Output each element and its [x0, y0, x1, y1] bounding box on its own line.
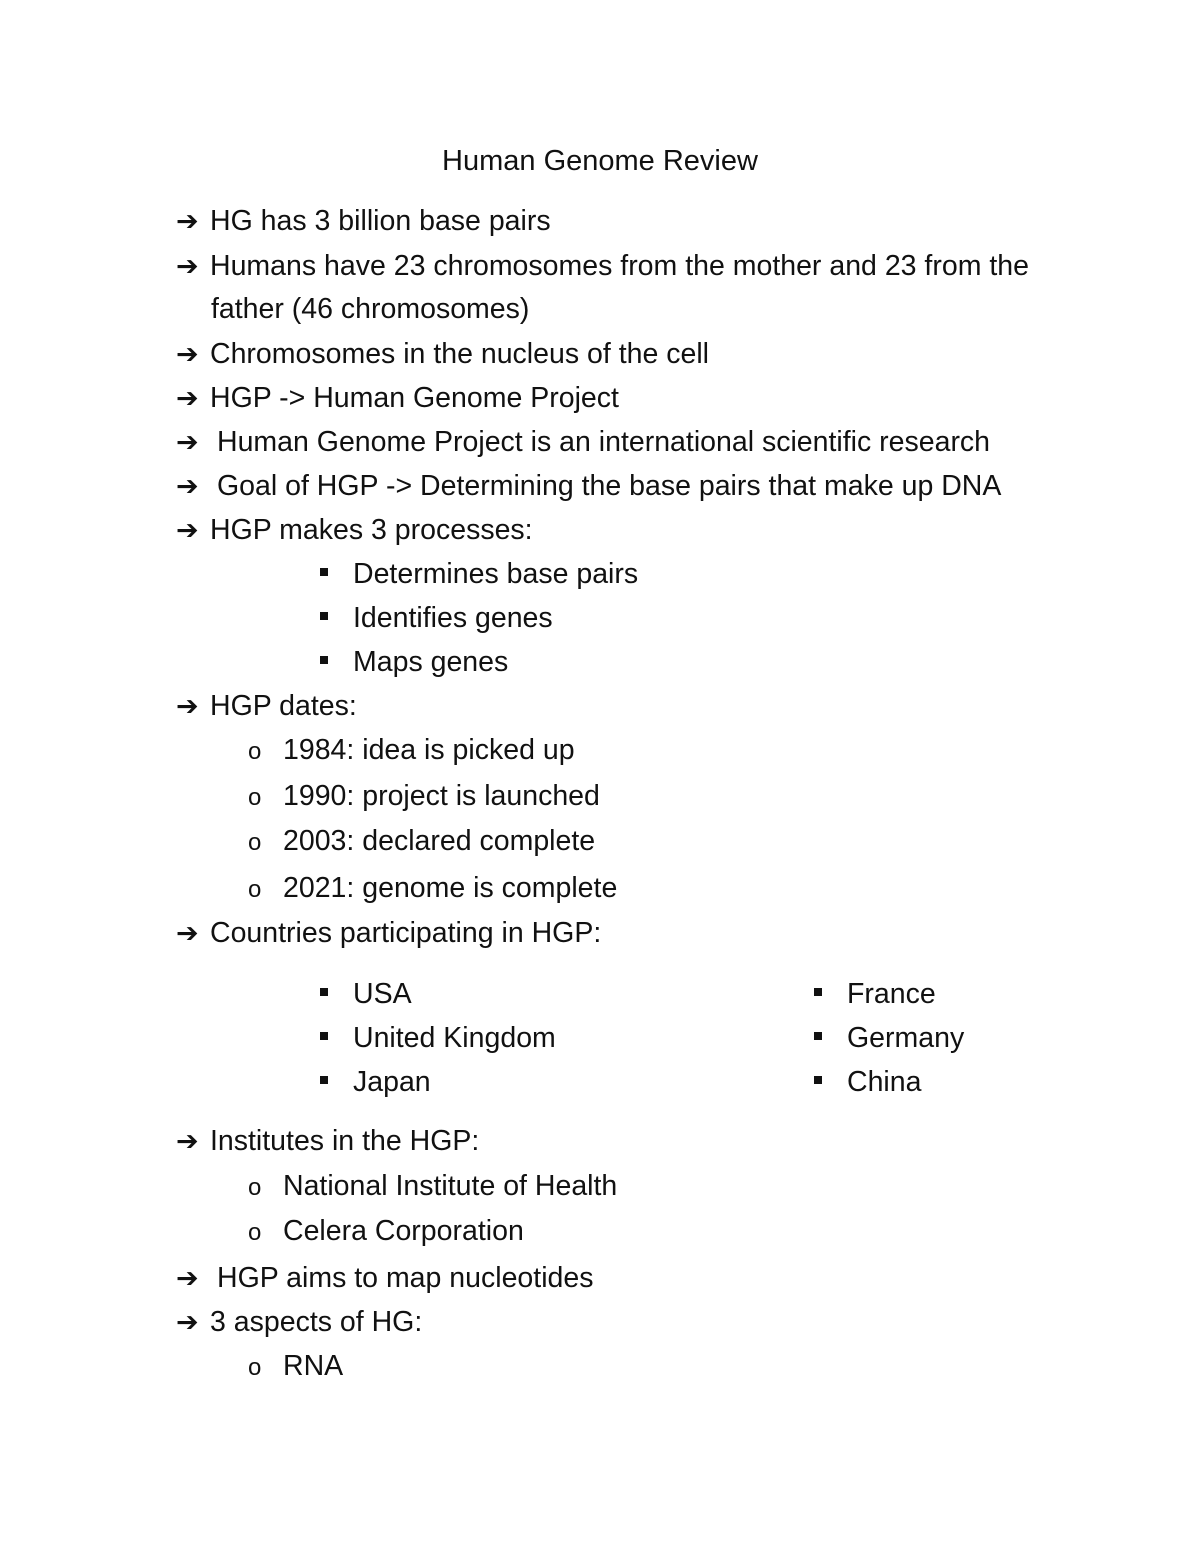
document-title: Human Genome Review — [442, 145, 758, 177]
bullet-item: ➔ Countries participating in HGP: — [176, 915, 601, 952]
circle-bullet-icon: o — [248, 784, 262, 811]
arrow-icon: ➔ — [176, 1126, 199, 1157]
list-item: o 2003: declared complete — [248, 823, 595, 861]
arrow-icon: ➔ — [176, 471, 199, 502]
list-item: o National Institute of Health — [248, 1168, 617, 1206]
bullet-item: ➔ HGP -> Human Genome Project — [176, 380, 619, 417]
list-item: o 2021: genome is complete — [248, 870, 617, 908]
circle-bullet-icon: o — [248, 1174, 262, 1201]
list-item: o RNA — [248, 1348, 343, 1386]
arrow-icon: ➔ — [176, 427, 199, 458]
arrow-icon: ➔ — [176, 1307, 199, 1338]
bullet-item-continuation: father (46 chromosomes) — [211, 293, 530, 325]
list-item: Germany — [814, 1020, 964, 1056]
circle-bullet-icon: o — [248, 876, 262, 903]
circle-bullet-icon: o — [248, 738, 262, 765]
square-bullet-icon — [814, 988, 822, 996]
list-item: France — [814, 976, 936, 1012]
arrow-icon: ➔ — [176, 918, 199, 949]
circle-bullet-icon: o — [248, 829, 262, 856]
bullet-item: ➔ HGP aims to map nucleotides — [176, 1260, 593, 1297]
square-bullet-icon — [320, 568, 328, 576]
bullet-item: ➔ Human Genome Project is an international scientific research — [176, 424, 990, 461]
bullet-item: ➔ HGP dates: — [176, 688, 357, 725]
arrow-icon: ➔ — [176, 206, 199, 237]
list-item: USA — [320, 976, 412, 1012]
circle-bullet-icon: o — [248, 1354, 262, 1381]
list-item: Determines base pairs — [320, 556, 638, 592]
list-item: o 1990: project is launched — [248, 778, 600, 816]
square-bullet-icon — [320, 1032, 328, 1040]
bullet-item: ➔ Humans have 23 chromosomes from the mother and 23 from the — [176, 248, 1029, 285]
arrow-icon: ➔ — [176, 251, 199, 282]
bullet-item: ➔ Institutes in the HGP: — [176, 1123, 479, 1160]
bullet-item: ➔ HGP makes 3 processes: — [176, 512, 533, 549]
arrow-icon: ➔ — [176, 339, 199, 370]
arrow-icon: ➔ — [176, 515, 199, 546]
bullet-item: ➔ Goal of HGP -> Determining the base pairs that make up DNA — [176, 468, 1001, 505]
arrow-icon: ➔ — [176, 1263, 199, 1294]
bullet-item: ➔ HG has 3 billion base pairs — [176, 203, 551, 240]
list-item: United Kingdom — [320, 1020, 556, 1056]
square-bullet-icon — [320, 612, 328, 620]
list-item: Maps genes — [320, 644, 508, 680]
list-item: o 1984: idea is picked up — [248, 732, 575, 770]
list-item: o Celera Corporation — [248, 1213, 524, 1251]
arrow-icon: ➔ — [176, 383, 199, 414]
square-bullet-icon — [320, 1076, 328, 1084]
circle-bullet-icon: o — [248, 1219, 262, 1246]
list-item: Japan — [320, 1064, 431, 1100]
arrow-icon: ➔ — [176, 691, 199, 722]
list-item: China — [814, 1064, 921, 1100]
bullet-item: ➔ 3 aspects of HG: — [176, 1304, 422, 1341]
square-bullet-icon — [814, 1032, 822, 1040]
list-item: Identifies genes — [320, 600, 553, 636]
square-bullet-icon — [814, 1076, 822, 1084]
bullet-item: ➔ Chromosomes in the nucleus of the cell — [176, 336, 709, 373]
square-bullet-icon — [320, 988, 328, 996]
square-bullet-icon — [320, 656, 328, 664]
